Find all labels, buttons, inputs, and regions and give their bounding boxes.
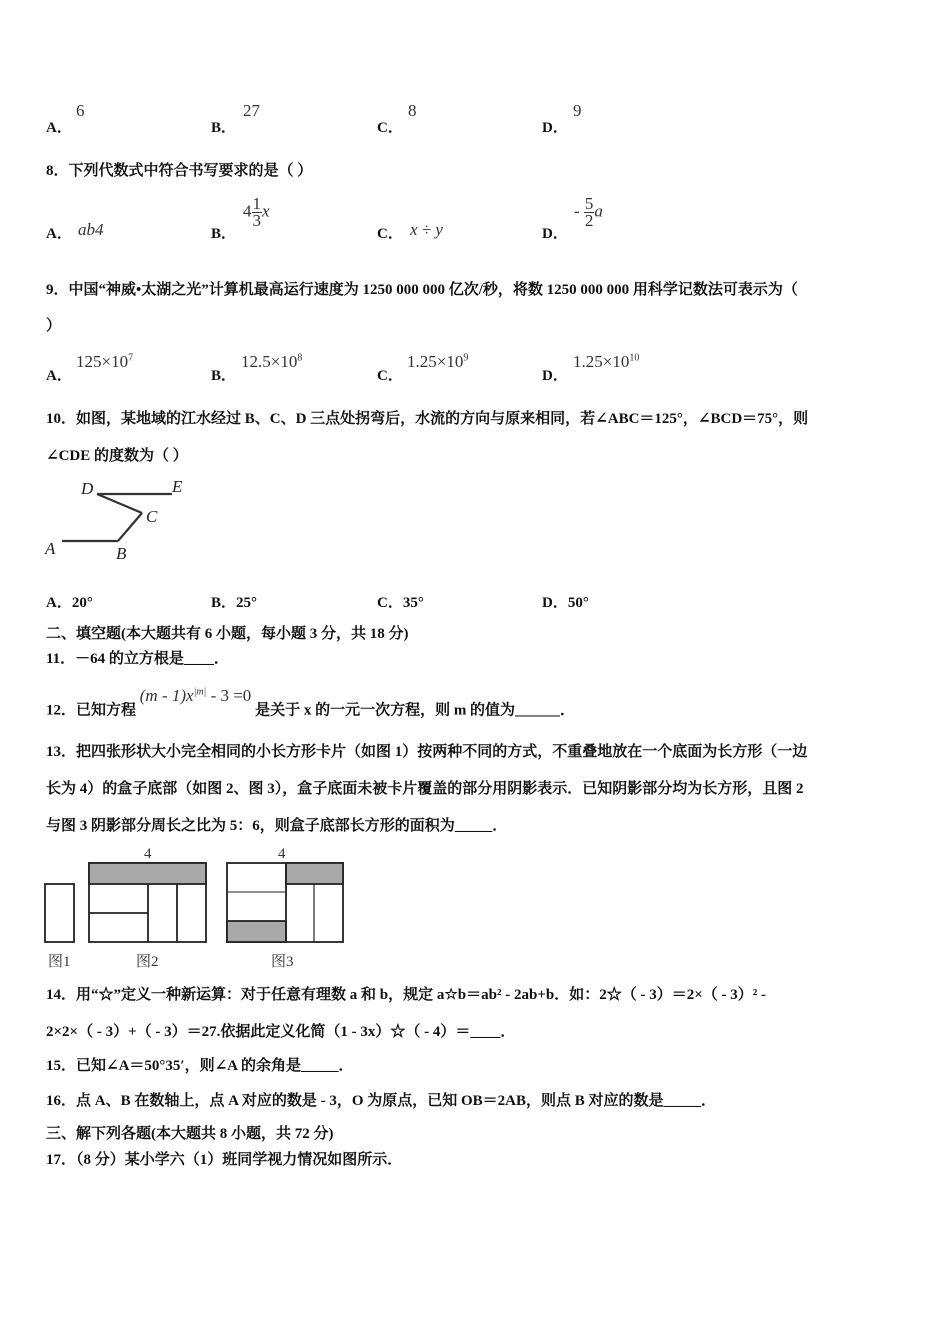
q9-d-exp: 10 <box>629 352 640 364</box>
q7-option-d-label: D． <box>542 120 568 136</box>
q12-eq-b: - 3 =0 <box>206 685 252 705</box>
q9-a-exp: 7 <box>128 352 134 364</box>
label-b: B <box>116 544 127 563</box>
q14-line1: 14．用“☆”定义一种新运算：对于任意有理数 a 和 b，规定 a☆b＝ab² - 2ab+b．如：2☆（ - 3）＝2×（ - 3）² - <box>46 987 766 1003</box>
q16: 16．点 A、B 在数轴上，点 A 对应的数是 - 3，O 为原点，已知 OB＝2AB，则点 B 对应的数是_____． <box>46 1093 717 1109</box>
q8-d-den: 2 <box>584 211 594 230</box>
q8-b-var: x <box>262 201 270 221</box>
fig2-shaded-area <box>89 863 206 884</box>
q9-stem-line2: ） <box>46 318 62 334</box>
q8-d-num: 5 <box>584 194 594 213</box>
q9-option-c-label: C． <box>377 368 403 384</box>
q10-c-value: 35° <box>402 595 424 611</box>
q10-a-label: A． <box>46 595 72 611</box>
q9-c-base: 1.25×10 <box>407 352 464 371</box>
q10-b-label: B． <box>211 595 237 611</box>
q10-option-c <box>377 591 424 612</box>
q9-a-base: 125×10 <box>76 352 129 371</box>
q13-fig3 <box>227 863 343 942</box>
q9-b-base: 12.5×10 <box>241 352 298 371</box>
q10-stem-line2: ∠CDE 的度数为（ ） <box>46 448 188 464</box>
q11: 11．－64 的立方根是____． <box>46 651 229 667</box>
q8-d-sign: - <box>574 201 580 221</box>
q8-option-a-value: ab4 <box>78 220 104 239</box>
q7-option-c-value: 8 <box>408 101 417 120</box>
q13-line3: 与图 3 阴影部分周长之比为 5：6，则盒子底部长方形的面积为_____． <box>46 818 508 834</box>
fig3-caption: 图3 <box>271 954 294 970</box>
q8-d-var: a <box>594 201 603 221</box>
q8-b-num: 1 <box>252 194 261 213</box>
q7-option-a-label: A． <box>46 120 72 136</box>
q8-b-whole: 4 <box>243 201 252 221</box>
q10-a-value: 20° <box>71 595 93 611</box>
fig3-side-length: 4 <box>278 846 286 862</box>
q8-option-c-value: x ÷ y <box>410 220 443 239</box>
q7-option-d-value: 9 <box>573 101 582 120</box>
fig3-shaded-top <box>286 863 343 884</box>
q9-option-d-label: D． <box>542 368 568 384</box>
q12-suffix: 是关于 x 的一元一次方程，则 m 的值为______． <box>255 702 576 719</box>
q8-option-d-label: D． <box>542 226 568 242</box>
q7-option-b-value: 27 <box>243 101 260 120</box>
q12-prefix: 12．已知方程 <box>46 702 137 719</box>
q7-option-b-label: B． <box>211 120 237 136</box>
q8-option-b-label: B． <box>211 226 237 242</box>
q13-fig1 <box>45 884 74 942</box>
q8-option-a-label: A． <box>46 226 72 242</box>
q13-line2: 长为 4）的盒子底部（如图 2、图 3），盒子底面未被卡片覆盖的部分用阴影表示．已知阴影部分均为长方形，且图 2 <box>46 781 804 797</box>
q12-eq-exp: |m| <box>193 686 207 697</box>
q9-option-a-label: A． <box>46 368 72 384</box>
fig2-side-length: 4 <box>144 846 152 862</box>
q9-c-exp: 9 <box>463 352 469 364</box>
fig3-shaded-bottom <box>227 921 286 942</box>
q8-b-den: 3 <box>252 211 261 230</box>
q9-stem-line1: 9．中国“神威•太湖之光”计算机最高运行速度为 1250 000 000 亿次/秒，将数 1250 000 000 用科学记数法可表示为（ <box>46 282 798 298</box>
q10-d-label: D． <box>542 595 568 611</box>
q9-option-b-label: B． <box>211 368 237 384</box>
q14-line2: 2×2×（ - 3）+（ - 3）＝27.依据此定义化简（1 - 3x）☆（ - 4）＝____． <box>46 1024 516 1040</box>
q12-equation <box>140 686 252 705</box>
segment-cb <box>118 513 142 541</box>
fig2-caption: 图2 <box>136 954 159 970</box>
q9-d-base: 1.25×10 <box>573 352 630 371</box>
section2-heading: 二、填空题(本大题共有 6 小题，每小题 3 分，共 18 分) <box>46 626 409 642</box>
label-a: A <box>45 539 56 558</box>
label-c: C <box>146 507 158 526</box>
q7-option-a-value: 6 <box>76 101 85 120</box>
q10-b-value: 25° <box>236 595 258 611</box>
q7-option-c-label: C． <box>377 120 403 136</box>
q10-d-value: 50° <box>567 595 589 611</box>
q12-eq-a: (m - 1)x <box>139 685 194 705</box>
q17: 17．（8 分）某小学六（1）班同学视力情况如图所示． <box>46 1152 403 1168</box>
q10-stem-line1: 10．如图，某地域的江水经过 B、C、D 三点处拐弯后，水流的方向与原来相同，若∠ABC＝125°，∠BCD＝75°，则 <box>46 411 809 427</box>
q10-c-label: C． <box>377 595 403 611</box>
q13-line1: 13．把四张形状大小完全相同的小长方形卡片（如图 1）按两种不同的方式，不重叠地放在一个底面为长方形（一边 <box>46 744 808 760</box>
section3-heading: 三、解下列各题(本大题共 8 小题，共 72 分) <box>46 1126 334 1142</box>
label-d: D <box>81 479 94 498</box>
q10-option-a <box>46 591 93 612</box>
q13-fig2 <box>89 863 206 942</box>
q8-option-c-label: C． <box>377 226 403 242</box>
q8-stem: 8．下列代数式中符合书写要求的是（ ） <box>46 163 313 179</box>
q12 <box>46 685 576 720</box>
q15: 15．已知∠A＝50°35′，则∠A 的余角是_____． <box>46 1058 354 1074</box>
q9-b-exp: 8 <box>297 352 303 364</box>
q10-option-b <box>211 591 257 612</box>
q10-option-d <box>542 591 589 612</box>
segment-dc <box>97 494 142 513</box>
label-e: E <box>172 477 183 496</box>
fig1-caption: 图1 <box>48 954 71 970</box>
